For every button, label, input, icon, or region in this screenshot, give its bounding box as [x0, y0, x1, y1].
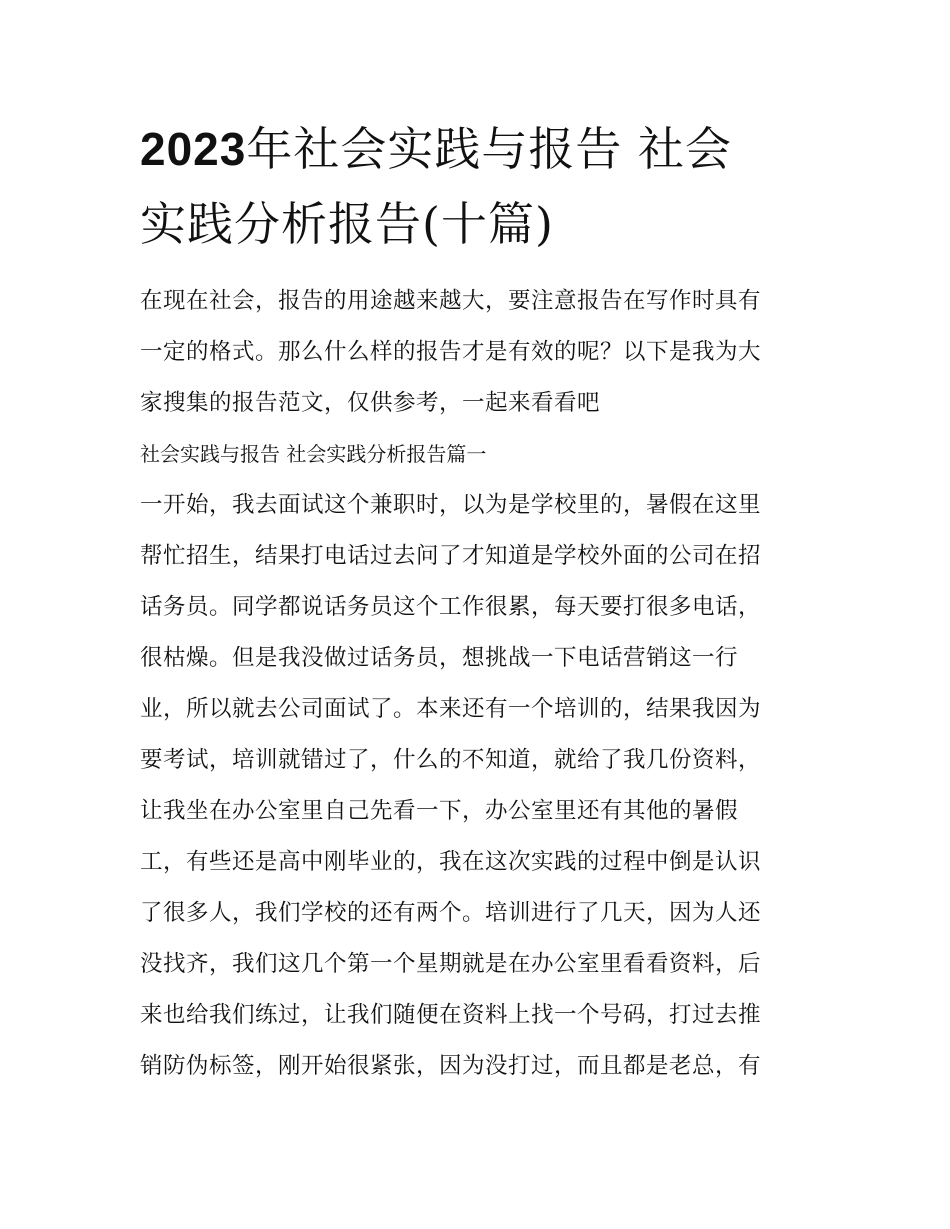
intro-line: 家搜集的报告范文，仅供参考，一起来看看吧	[140, 390, 601, 416]
title-year: 2023	[140, 123, 247, 175]
intro-line: 一定的格式。那么什么样的报告才是有效的呢？以下是我为大	[140, 339, 762, 365]
body-line: 话务员。同学都说话务员这个工作很累，每天要打很多电话，	[140, 594, 762, 620]
body-line: 销防伪标签，刚开始很紧张，因为没打过，而且都是老总，有	[140, 1053, 762, 1079]
body-line: 工，有些还是高中刚毕业的，我在这次实践的过程中倒是认识	[140, 849, 762, 875]
body-line: 让我坐在办公室里自己先看一下，办公室里还有其他的暑假	[140, 798, 739, 824]
title-line-1	[140, 112, 815, 187]
document-page	[140, 112, 815, 1092]
body-line: 来也给我们练过，让我们随便在资料上找一个号码，打过去推	[140, 1002, 762, 1028]
title-line-1-text: 年社会实践与报告 社会	[246, 122, 732, 176]
document-body	[140, 276, 815, 1092]
body-paragraph	[140, 480, 815, 1092]
body-line: 没找齐，我们这几个第一个星期就是在办公室里看看资料，后	[140, 951, 762, 977]
body-line: 业，所以就去公司面试了。本来还有一个培训的，结果我因为	[140, 696, 762, 722]
body-line: 一开始，我去面试这个兼职时，以为是学校里的，暑假在这里	[140, 492, 762, 518]
intro-line: 在现在社会，报告的用途越来越大，要注意报告在写作时具有	[140, 288, 762, 314]
body-line: 了很多人，我们学校的还有两个。培训进行了几天，因为人还	[140, 900, 762, 926]
body-line: 帮忙招生，结果打电话过去问了才知道是学校外面的公司在招	[140, 543, 762, 569]
intro-paragraph	[140, 276, 815, 429]
section-heading: 社会实践与报告 社会实践分析报告篇一	[140, 442, 487, 466]
body-line: 很枯燥。但是我没做过话务员，想挑战一下电话营销这一行	[140, 645, 739, 671]
document-title	[140, 112, 815, 262]
body-line: 要考试，培训就错过了，什么的不知道，就给了我几份资料，	[140, 747, 762, 773]
title-line-2: 实践分析报告(十篇)	[140, 197, 554, 251]
